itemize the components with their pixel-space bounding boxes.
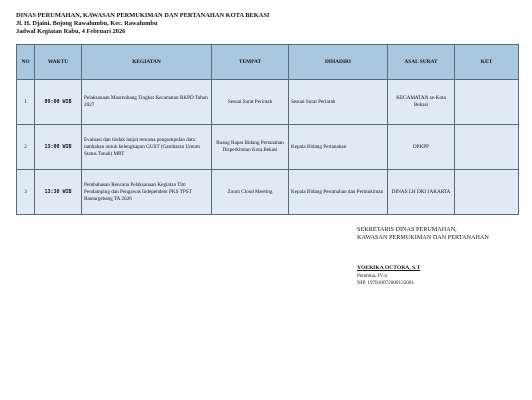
signatory-nip: NIP. 197810072000122001 [357, 279, 415, 286]
document-header [16, 12, 269, 37]
cell-dihadiri: Sesuai Surat Perintah [289, 80, 388, 125]
cell-asal-surat: DPKPP [388, 125, 455, 170]
cell-waktu: 13:00 WIB [35, 125, 82, 170]
signatory-title: KAWASAN PERMUKIMAN DAN PERTANAHAN [357, 234, 489, 242]
cell-waktu: 13:30 WIB [35, 170, 82, 215]
cell-ket [455, 170, 519, 215]
cell-tempat: Zoom Cloud Meeting [212, 170, 289, 215]
cell-kegiatan: Pembahasan Rencana Pelaksanaan Kegiatan Tim Pendamping dan Pengawas Independent PKS TPST Bantargebang TA 2026 [82, 170, 212, 215]
col-header-tempat: TEMPAT [212, 45, 289, 80]
agency-name: DINAS PERUMAHAN, KAWASAN PERMUKIMAN DAN PERTANAHAN KOTA BEKASI [16, 12, 270, 19]
schedule-date: Jadwal Kegiatan Rabu, 4 Februari 2026 [16, 28, 126, 36]
table-header-row [17, 45, 519, 80]
col-header-kegiatan: KEGIATAN [82, 45, 212, 80]
table-row [17, 170, 519, 215]
cell-waktu: 09:00 WIB [35, 80, 82, 125]
agency-address: Jl. H. Djaini, Bojong Rawalumbu, Kec. Rawalumbu [16, 20, 158, 28]
col-header-ket: KET [455, 45, 519, 80]
cell-tempat: Sesuai Surat Perintah [212, 80, 289, 125]
cell-ket [455, 80, 519, 125]
signatory-rank: Pembina, IV/a [357, 272, 387, 279]
cell-dihadiri: Kepala Bidang Perumahan dan Permukiman [289, 170, 388, 215]
cell-asal-surat: DINAS LH DKI JAKARTA [388, 170, 455, 215]
cell-no: 3 [17, 170, 35, 215]
cell-kegiatan: Pelaksanaan Musrenbang Tingkat Kecamatan RKPD Tahun 2027 [82, 80, 212, 125]
cell-ket [455, 125, 519, 170]
table-row [17, 125, 519, 170]
col-header-dihadiri: DIHADIRI [289, 45, 388, 80]
signatory-name: YOERIKA OCTORA, S.T [357, 265, 421, 272]
cell-kegiatan: Evaluasi dan tindak lanjut rencana pengumpulan data tambahan untuk kelengkapan GUST (Gambaran Umum Status Tanah) MRT [82, 125, 212, 170]
col-header-no: NO [17, 45, 35, 80]
col-header-waktu: WAKTU [35, 45, 82, 80]
cell-no: 2 [17, 125, 35, 170]
signatory-title: SEKRETARIS DINAS PERUMAHAN, [357, 226, 457, 233]
schedule-table [16, 44, 519, 215]
cell-asal-surat: KECAMATAN se-Kota Bekasi [388, 80, 455, 125]
cell-dihadiri: Kepala Bidang Pertanahan [289, 125, 388, 170]
table-row [17, 80, 519, 125]
col-header-asal-surat: ASAL SURAT [388, 45, 455, 80]
signature-block [357, 226, 489, 287]
cell-no: 1 [17, 80, 35, 125]
cell-tempat: Ruang Rapat Bidang Pertanahan Disperkimtan Kota Bekasi [212, 125, 289, 170]
